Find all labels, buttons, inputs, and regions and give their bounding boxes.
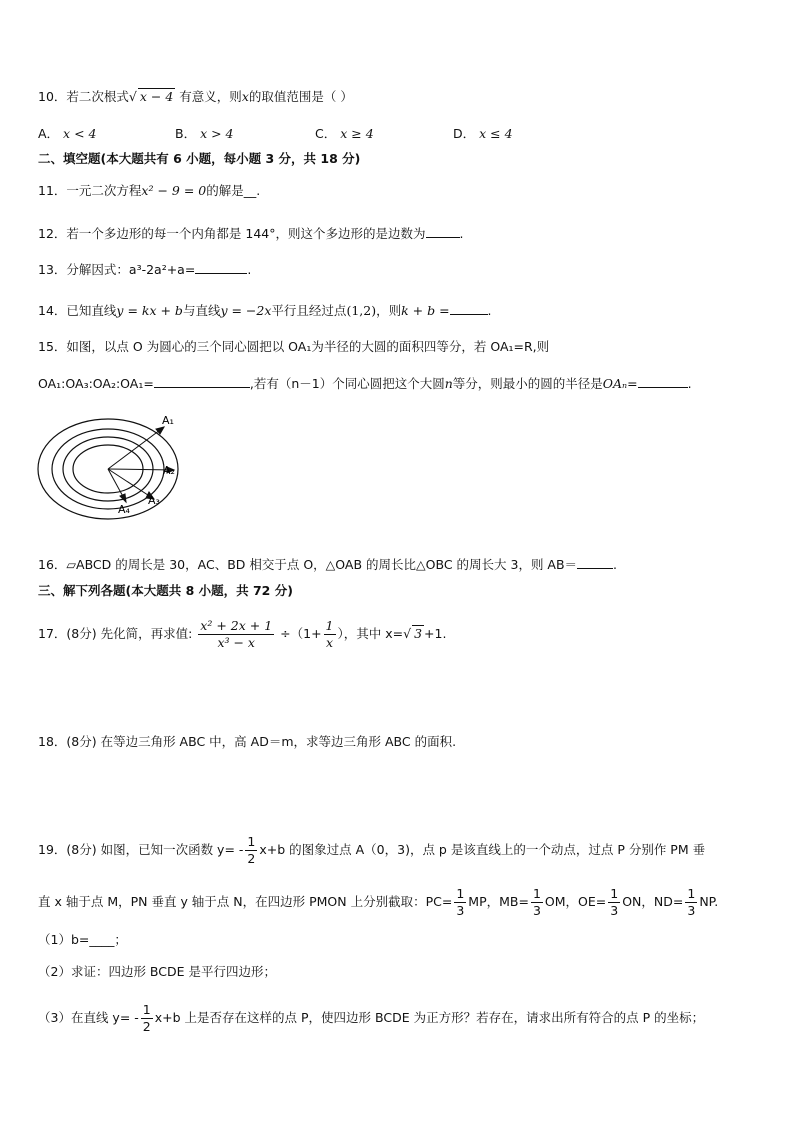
q17-stem: 17．(8分) 先化简，再求值: <box>38 626 193 641</box>
question-12 <box>38 224 463 243</box>
q11-equation: x² − 9 = 0 <box>141 183 207 198</box>
q14-mid2: 平行且经过点 <box>271 303 347 318</box>
option-label: D． <box>453 126 476 141</box>
q19-subquestion-3 <box>38 998 704 1038</box>
fraction-numerator: 1 <box>456 886 465 901</box>
q15-post: . <box>687 376 692 391</box>
label-a1: A₁ <box>162 414 174 427</box>
q15-n: n <box>444 376 453 391</box>
option-expr: x ≤ 4 <box>479 126 513 141</box>
q14-post: . <box>487 303 492 318</box>
question-19 <box>38 830 705 870</box>
q19-line2-pre: 直 x 轴于点 M，PN 垂直 y 轴于点 N，在四边形 PMON 上分别截取：PC= <box>38 894 453 909</box>
q19-stem-cont: x+b 的图象过点 A（0，3)，点 p 是该直线上的一个动点，过点 P 分别作 PM 垂 <box>259 842 706 857</box>
q17-mid2: ），其中 x= <box>337 626 404 641</box>
q12-stem: 12．若一个多边形的每一个内角都是 144°，则这个多边形的是边数为 <box>38 226 426 241</box>
q14-expr: k + b = <box>401 303 450 318</box>
q17-radicand: 3 <box>414 626 423 641</box>
q19-om: OM，OE= <box>544 894 607 909</box>
section-3-heading: 三、解下列各题(本大题共 8 小题，共 72 分) <box>38 583 293 598</box>
q19-subquestion-1: （1）b=____； <box>38 932 127 947</box>
q15-mid2: 等分，则最小的圆的半径是 <box>452 376 603 391</box>
option-expr: x < 4 <box>63 126 97 141</box>
option-label: C． <box>315 126 337 141</box>
fraction-denominator: x³ − x <box>198 634 274 651</box>
q13-stem: 13．分解因式：a³-2a²+a= <box>38 262 196 277</box>
question-19-line2 <box>38 882 718 922</box>
fraction-denominator: 3 <box>610 903 619 918</box>
question-16 <box>38 555 617 574</box>
question-13 <box>38 260 251 279</box>
q13-post: . <box>247 262 252 277</box>
q14-line2: y = −2x <box>220 303 272 318</box>
arrowhead <box>120 494 126 502</box>
q10-option-b <box>175 124 234 142</box>
fraction-numerator: 1 <box>532 886 541 901</box>
third-fraction <box>608 886 620 919</box>
q17-fraction <box>198 618 274 651</box>
q16-stem: 16．▱ABCD 的周长是 30，AC、BD 相交于点 O，△OAB 的周长比△OBC 的周长大 3，则 AB＝ <box>38 557 578 572</box>
q19-sub3-half <box>141 1002 153 1035</box>
q12-post: . <box>459 226 464 241</box>
question-18: 18．(8分) 在等边三角形 ABC 中，高 AD＝m，求等边三角形 ABC 的面积. <box>38 734 457 749</box>
question-15-line2 <box>38 374 692 393</box>
fraction-numerator: 1 <box>142 1002 151 1017</box>
third-fraction <box>531 886 543 919</box>
q14-line1: y = kx + b <box>116 303 183 318</box>
label-a3: A₃ <box>148 494 160 507</box>
label-a4: A₄ <box>118 503 130 516</box>
fraction-denominator: 3 <box>687 903 696 918</box>
fraction-numerator: 1 <box>687 886 696 901</box>
q19-np: NP. <box>699 894 719 909</box>
fraction-numerator: x² + 2x + 1 <box>200 618 273 633</box>
answer-blank <box>638 374 688 388</box>
q11-stem: 11．一元二次方程 <box>38 183 142 198</box>
third-fraction <box>685 886 697 919</box>
q19-subquestion-2: （2）求证：四边形 BCDE 是平行四边形； <box>38 964 277 979</box>
q14-mid1: 与直线 <box>182 303 221 318</box>
q17-post: +1. <box>424 626 447 641</box>
concentric-circles-diagram <box>36 412 191 520</box>
q19-sub3-pre: （3）在直线 y= - <box>38 1010 139 1025</box>
q14-point: (1,2) <box>346 303 377 318</box>
q10-option-a <box>38 124 96 142</box>
q19-sub3-post: x+b 上是否存在这样的点 P，使四边形 BCDE 为正方形？若存在，请求出所有符合的点 P 的坐标； <box>154 1010 705 1025</box>
q19-on: ON，ND= <box>622 894 684 909</box>
fraction-numerator: 1 <box>610 886 619 901</box>
option-label: B． <box>175 126 197 141</box>
third-fraction <box>454 886 466 919</box>
q10-radicand: x − 4 <box>139 89 174 104</box>
option-label: A． <box>38 126 60 141</box>
fraction-numerator: 1 <box>247 834 256 849</box>
option-expr: x ≥ 4 <box>340 126 374 141</box>
q19-mp: MP，MB= <box>468 894 529 909</box>
q10-var: x <box>241 89 249 104</box>
q14-mid3: ，则 <box>376 303 402 318</box>
question-11 <box>38 182 260 200</box>
q14-stem: 14．已知直线 <box>38 303 117 318</box>
fraction-denominator: 2 <box>247 851 256 866</box>
answer-blank <box>450 301 488 315</box>
q10-stem-post: 的取值范围是（ ） <box>248 89 353 104</box>
q19-half-fraction <box>245 834 257 867</box>
q10-option-c <box>315 124 374 142</box>
q15-oan: OAₙ= <box>602 376 638 391</box>
fraction-denominator: 2 <box>142 1019 151 1034</box>
answer-blank <box>195 260 247 274</box>
question-14 <box>38 301 492 320</box>
fraction-denominator: 3 <box>456 903 465 918</box>
q15-mid: ,若有（n－1）个同心圆把这个大圆 <box>249 376 445 391</box>
fraction-denominator: 3 <box>532 903 541 918</box>
q10-option-d <box>453 124 513 142</box>
q10-stem-mid: 有意义，则 <box>179 89 242 104</box>
q15-ratio: OA₁:OA₃:OA₂:OA₁= <box>38 376 154 391</box>
option-expr: x > 4 <box>200 126 234 141</box>
answer-blank <box>154 374 250 388</box>
q17-small-fraction <box>324 618 336 651</box>
answer-blank <box>426 224 460 238</box>
q10-stem: 10．若二次根式 <box>38 89 129 104</box>
q19-stem: 19．(8分) 如图，已知一次函数 y= - <box>38 842 244 857</box>
label-a2: A₂ <box>163 464 175 477</box>
question-15: 15．如图，以点 O 为圆心的三个同心圆把以 OA₁为半径的大圆的面积四等分，若 OA₁=R,则 <box>38 339 550 354</box>
answer-blank <box>577 555 613 569</box>
section-2-heading: 二、填空题(本大题共有 6 小题，每小题 3 分，共 18 分) <box>38 151 361 166</box>
question-17: 17．(8分) 先化简，再求值: $\frac{\text{x² + 2x + 1}}{\text{x³ − x}}$ ÷（1+ $\frac{1}{x}$ ），其中 x=√ 3 +1. <box>38 618 447 650</box>
fraction-numerator: 1 <box>325 618 334 633</box>
question-10: 10．若二次根式√ x − 4 有意义，则x的取值范围是（ ） <box>38 89 353 104</box>
fraction-denominator: x <box>324 634 336 651</box>
q16-post: . <box>613 557 618 572</box>
q11-post: 的解是__. <box>206 183 261 198</box>
q17-mid: ÷（1+ <box>280 626 322 641</box>
